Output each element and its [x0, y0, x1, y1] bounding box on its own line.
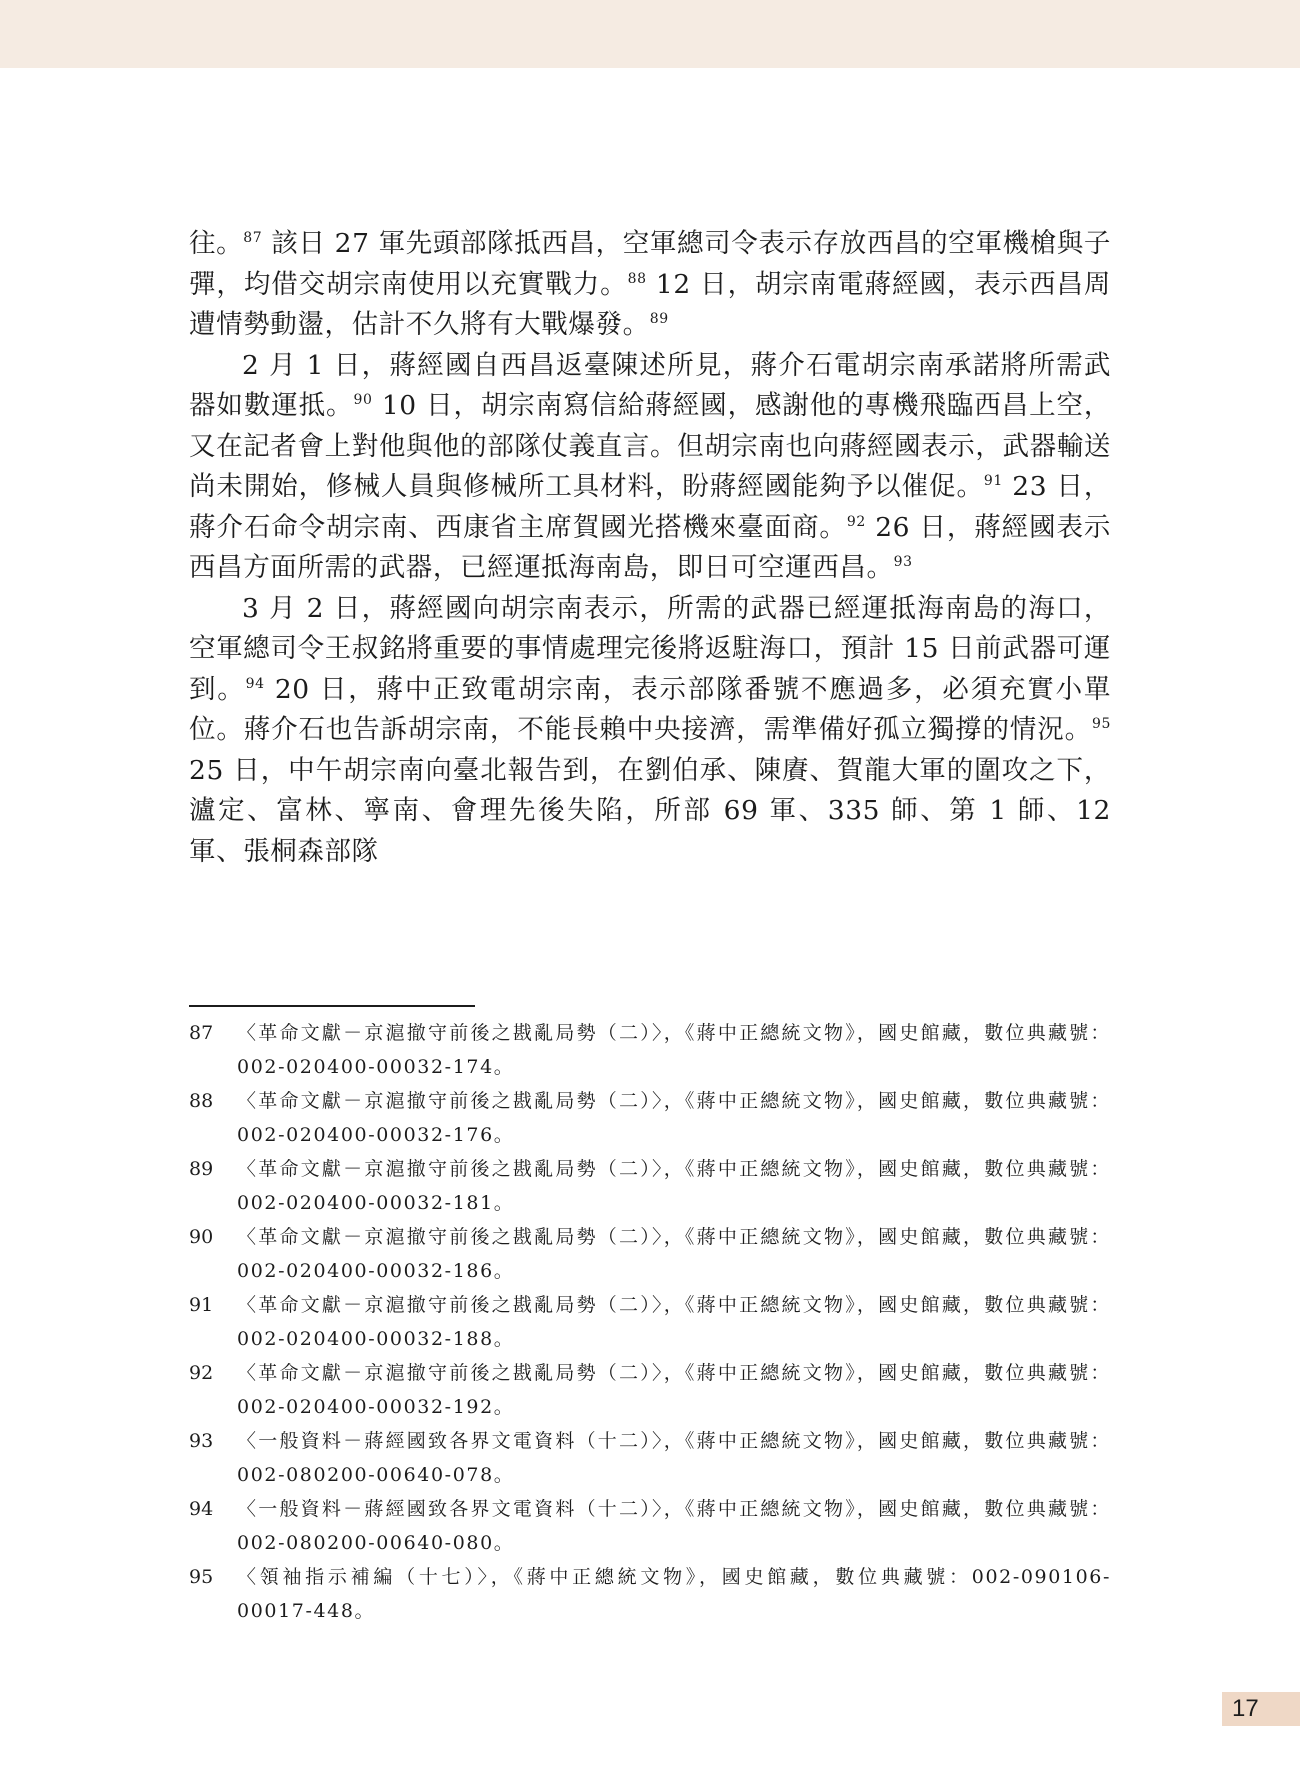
footnote-90	[189, 1220, 1111, 1288]
paragraph-text: 26 日，蔣經國表示西昌方面所需的武器，已經運抵海南島，即日可空運西昌。	[189, 511, 1112, 583]
footnote-text: 〈領袖指示補編（十七）〉，《蔣中正總統文物》，國史館藏，數位典藏號：002-090106-00017-448。	[237, 1566, 1111, 1622]
footnote-ref-87[interactable]: 87	[243, 230, 263, 247]
footnote-text: 〈一般資料－蔣經國致各界文電資料（十二）〉，《蔣中正總統文物》，國史館藏，數位典藏號：002-080200-00640-078。	[237, 1430, 1111, 1486]
footnote-text: 〈革命文獻－京滬撤守前後之戡亂局勢（二）〉，《蔣中正總統文物》，國史館藏，數位典藏號：002-020400-00032-176。	[237, 1090, 1111, 1146]
footnote-87	[189, 1016, 1111, 1084]
page-number-badge	[1222, 1692, 1300, 1726]
footnote-number: 87	[189, 1022, 214, 1044]
footnote-ref-92[interactable]: 92	[846, 513, 866, 530]
footnote-number: 91	[189, 1294, 214, 1316]
footnote-number: 93	[189, 1430, 214, 1452]
footnote-number: 89	[189, 1158, 214, 1180]
footnote-92	[189, 1356, 1111, 1424]
footnote-94	[189, 1492, 1111, 1560]
footnote-text: 〈革命文獻－京滬撤守前後之戡亂局勢（二）〉，《蔣中正總統文物》，國史館藏，數位典藏號：002-020400-00032-174。	[237, 1022, 1111, 1078]
footnote-ref-95[interactable]: 95	[1091, 716, 1111, 733]
footnote-89	[189, 1152, 1111, 1220]
paragraph-text: 20 日，蔣中正致電胡宗南，表示部隊番號不應過多，必須充實小單位。蔣介石也告訴胡宗南，不能長賴中央接濟，需準備好孤立獨撐的情況。	[189, 673, 1111, 745]
paragraph-text: 23 日，蔣介石命令胡宗南、西康省主席賀國光搭機來臺面商。	[189, 471, 1112, 543]
footnote-text: 〈革命文獻－京滬撤守前後之戡亂局勢（二）〉，《蔣中正總統文物》，國史館藏，數位典藏號：002-020400-00032-181。	[237, 1158, 1111, 1214]
paragraph-text: 該日 27 軍先頭部隊抵西昌，空軍總司令表示存放西昌的空軍機槍與子彈，均借交胡宗南使用以充實戰力。	[189, 228, 1112, 300]
paragraph-text: 往。	[189, 228, 244, 259]
footnote-text: 〈革命文獻－京滬撤守前後之戡亂局勢（二）〉，《蔣中正總統文物》，國史館藏，數位典藏號：002-020400-00032-186。	[237, 1226, 1111, 1282]
footnote-divider	[189, 1005, 475, 1007]
top-band	[0, 0, 1300, 68]
paragraph-text: 12 日，胡宗南電蔣經國，表示西昌周遭情勢動盪，估計不久將有大戰爆發。	[189, 268, 1111, 340]
footnote-number: 88	[189, 1090, 214, 1112]
paragraph-3	[189, 589, 1111, 873]
footnote-text: 〈革命文獻－京滬撤守前後之戡亂局勢（二）〉，《蔣中正總統文物》，國史館藏，數位典藏號：002-020400-00032-192。	[237, 1362, 1111, 1418]
footnotes	[189, 1016, 1111, 1628]
footnote-91	[189, 1288, 1111, 1356]
footnote-88	[189, 1084, 1111, 1152]
footnote-ref-93[interactable]: 93	[893, 554, 913, 571]
paragraph-2	[189, 346, 1111, 589]
footnote-ref-91[interactable]: 91	[983, 473, 1003, 490]
footnote-93	[189, 1424, 1111, 1492]
paragraph-text: 10 日，胡宗南寫信給蔣經國，感謝他的專機飛臨西昌上空，又在記者會上對他與他的部隊仗義直言。但胡宗南也向蔣經國表示，武器輸送尚未開始，修械人員與修械所工具材料，盼蔣經國能夠予以催促。	[189, 390, 1111, 502]
footnote-text: 〈一般資料－蔣經國致各界文電資料（十二）〉，《蔣中正總統文物》，國史館藏，數位典藏號：002-080200-00640-080。	[237, 1498, 1111, 1554]
footnote-text: 〈革命文獻－京滬撤守前後之戡亂局勢（二）〉，《蔣中正總統文物》，國史館藏，數位典藏號：002-020400-00032-188。	[237, 1294, 1111, 1350]
footnote-ref-89[interactable]: 89	[649, 311, 669, 328]
body-text	[189, 224, 1111, 872]
footnote-ref-88[interactable]: 88	[627, 270, 647, 287]
footnote-ref-94[interactable]: 94	[245, 675, 265, 692]
footnote-number: 90	[189, 1226, 214, 1248]
footnote-number: 92	[189, 1362, 214, 1384]
paragraph-1	[189, 224, 1111, 346]
paragraph-text: 2 月 1 日，蔣經國自西昌返臺陳述所見，蔣介石電胡宗南承諾將所需武器如數運抵。	[189, 349, 1111, 421]
footnote-number: 95	[189, 1566, 214, 1588]
footnote-95	[189, 1560, 1111, 1628]
paragraph-text: 25 日，中午胡宗南向臺北報告到，在劉伯承、陳賡、賀龍大軍的圍攻之下，瀘定、富林、寧南、會理先後失陷，所部 69 軍、335 師、第 1 師、12 軍、張桐森部隊	[189, 754, 1111, 867]
paragraph-text: 3 月 2 日，蔣經國向胡宗南表示，所需的武器已經運抵海南島的海口，空軍總司令王叔銘將重要的事情處理完後將返駐海口，預計 15 日前武器可運到。	[189, 592, 1111, 705]
footnote-ref-90[interactable]: 90	[353, 392, 373, 409]
page-number: 17	[1232, 1695, 1259, 1722]
footnote-number: 94	[189, 1498, 214, 1520]
